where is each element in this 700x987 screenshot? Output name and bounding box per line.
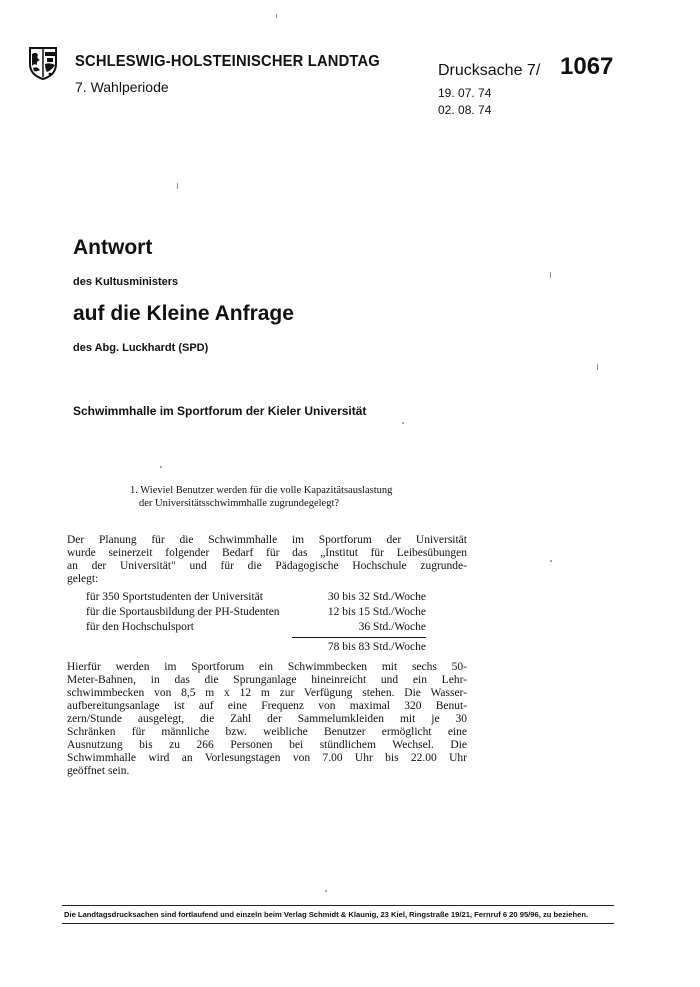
paragraph-line: geöffnet sein. [67,765,130,777]
coat-of-arms-icon [28,46,58,80]
demand-row [86,605,426,620]
paragraph-line: Meter-Bahnen, in das die Sprunganlage hineinreicht und ein Lehr- [67,674,467,686]
paragraph-line: Der Planung für die Schwimmhalle im Sportforum der Universität [67,534,467,546]
scan-speck [550,560,552,562]
demand-value: 30 bis 32 Std./Woche [327,591,426,603]
subject-line: Schwimmhalle im Sportforum der Kieler Universität [73,404,367,418]
paragraph-line: Hierfür werden im Sportforum ein Schwimmbecken mit sechs 50- [67,661,467,673]
scan-speck [597,364,598,370]
heading-antwort: Antwort [73,236,153,259]
paragraph-line: an der Universität" und für die Pädagogische Hochschule zugrunde- [67,560,467,572]
paragraph-line: Schränken für männliche bzw. weibliche Benutzer ermöglicht eine [67,726,467,738]
heading-minister: des Kultusministers [73,276,179,288]
demand-value: 12 bis 15 Std./Woche [327,606,426,618]
paragraph-line: zern/Stunde ausgelegt, die Zahl der Sammelumkleiden mit je 30 [67,713,467,725]
date-second: 02. 08. 74 [438,103,492,117]
paragraph-line: wurde seinerzeit folgender Bedarf für das „Institut für Leibesübungen [67,547,467,559]
paragraph-line: schwimmbecken von 8,5 m x 12 m zur Verfügung stehen. Die Wasser- [67,687,467,699]
question-1 [130,484,460,510]
demand-value: 36 Std./Woche [358,621,426,633]
demand-row [86,620,426,635]
scan-speck [550,272,551,278]
question-line: der Universitätsschwimmhalle zugrundegelegt? [139,498,340,509]
drucksache-label: Drucksache 7/ [438,62,541,79]
demand-row [86,590,426,605]
scan-speck [276,14,277,18]
heading-kleine-anfrage: auf die Kleine Anfrage [73,302,294,325]
demand-label: für 350 Sportstudenten der Universität [86,591,263,603]
paragraph-line: Schwimmhalle wird an Vorlesungstagen von 7.00 Uhr bis 22.00 Uhr [67,752,467,764]
scan-speck [177,183,178,189]
heading-member: des Abg. Luckhardt (SPD) [73,342,209,354]
scan-speck [325,890,327,892]
demand-total-row [86,635,426,655]
footer-rule-top [62,905,614,906]
parliament-name: SCHLESWIG-HOLSTEINISCHER LANDTAG [75,53,380,70]
demand-table [86,590,426,655]
scan-speck [402,422,404,424]
footer-rule-bottom [62,923,614,924]
scan-speck [160,466,162,468]
demand-label: für die Sportausbildung der PH-Studenten [86,606,280,618]
legislative-period: 7. Wahlperiode [75,79,169,95]
paragraph-line: Ausnutzung bis zu 266 Personen bei stündlichem Wechsel. Die [67,739,467,751]
answer-paragraph-1 [67,534,467,586]
date-first: 19. 07. 74 [438,86,492,100]
question-line: 1. Wieviel Benutzer werden für die volle Kapazitätsauslastung [130,485,393,496]
answer-paragraph-2 [67,661,467,778]
paragraph-line: gelegt: [67,573,99,585]
paragraph-line: aufbereitungsanlage ist auf eine Frequenz von maximal 320 Benut- [67,700,467,712]
demand-total: 78 bis 83 Std./Woche [292,637,426,655]
drucksache-number: 1067 [560,53,614,80]
footer-note: Die Landtagsdrucksachen sind fortlaufend und einzeln beim Verlag Schmidt & Klaunig, 23 Kiel, Ringstraße 19/21, Fernruf 6 20 95/96, zu beziehen. [64,910,589,919]
demand-label: für den Hochschulsport [86,621,194,633]
